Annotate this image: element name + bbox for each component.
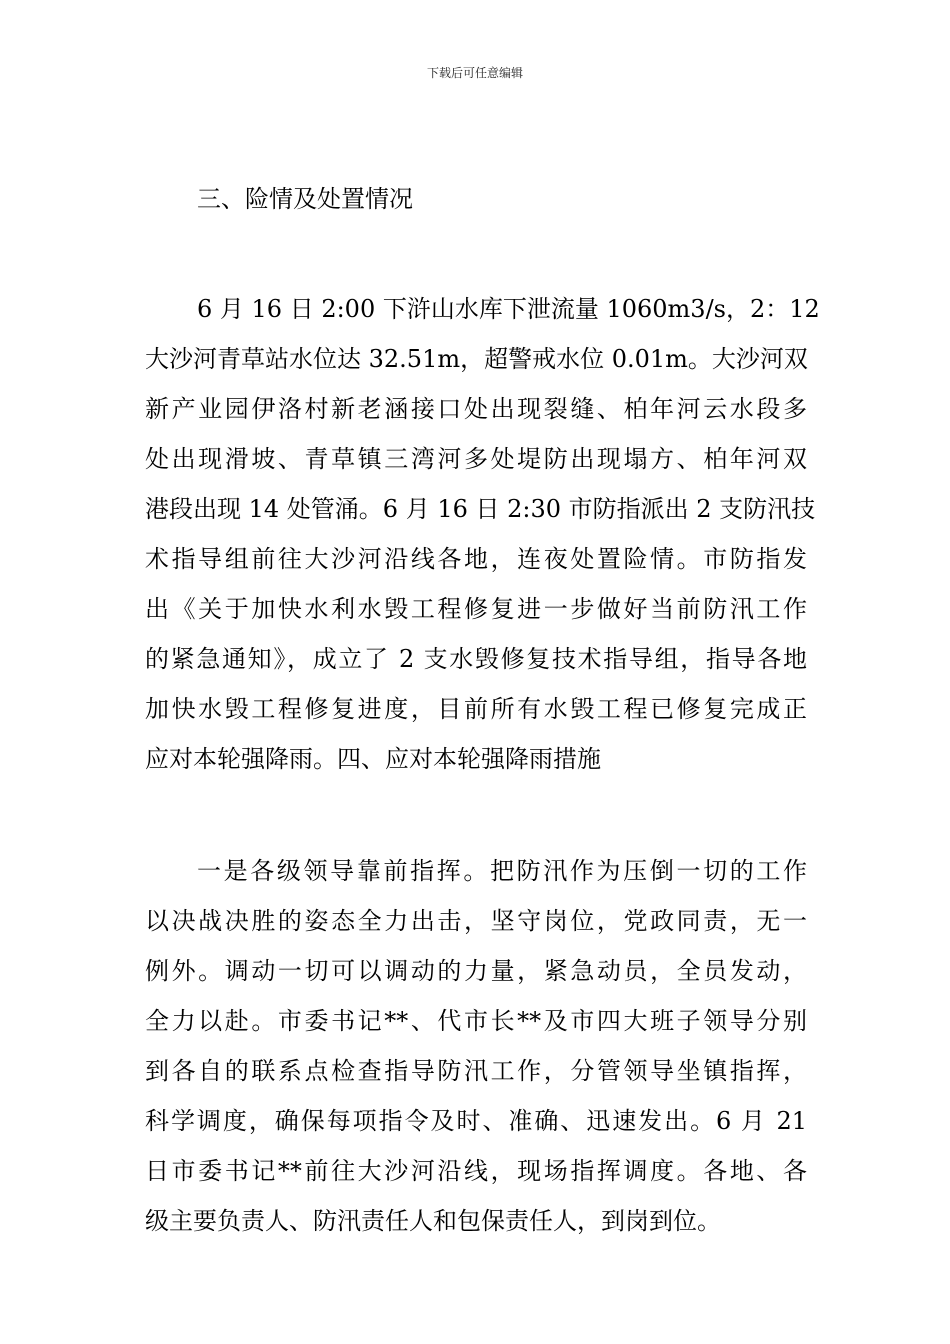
paragraph-line: 术指导组前往大沙河沿线各地，连夜处置险情。市防指发 [145,545,807,573]
paragraph-line: 加快水毁工程修复进度，目前所有水毁工程已修复完成正 [145,695,807,723]
paragraph-line: 全力以赴。市委书记**、代市长**及市四大班子领导分别 [145,1007,807,1035]
spacer [145,224,807,284]
paragraph-line: 一是各级领导靠前指挥。把防汛作为压倒一切的工作 [197,857,807,885]
spacer [145,784,807,846]
paragraph-line: 6 月 16 日 2:00 下浒山水库下泄流量 1060m3/s，2：12 [197,295,820,323]
paragraph-line: 出《关于加快水利水毁工程修复进一步做好当前防汛工作 [145,595,807,623]
paragraph-line: 日市委书记**前往大沙河沿线，现场指挥调度。各地、各 [145,1157,807,1185]
paragraph-line: 级主要负责人、防汛责任人和包保责任人，到岗到位。 [145,1207,721,1235]
section-title: 三、险情及处置情况 [197,185,413,213]
paragraph-line: 大沙河青草站水位达 32.51m，超警戒水位 0.01m。大沙河双 [145,345,808,373]
page-header: 下载后可任意编辑 [426,66,523,80]
paragraph-measures [145,846,807,1246]
paragraph-line: 港段出现 14 处管涌。6 月 16 日 2:30 市防指派出 2 支防汛技 [145,495,816,523]
paragraph-line: 新产业园伊洛村新老涵接口处出现裂缝、柏年河云水段多 [145,395,807,423]
paragraph-flood-situation [145,284,820,784]
paragraph-line: 到各自的联系点检查指导防汛工作，分管领导坐镇指挥， [145,1057,807,1085]
paragraph-line: 例外。调动一切可以调动的力量，紧急动员，全员发动， [145,957,807,985]
paragraph-line: 处出现滑坡、青草镇三湾河多处堤防出现塌方、柏年河双 [145,445,807,473]
paragraph-line: 以决战决胜的姿态全力出击，坚守岗位，党政同责，无一 [145,907,807,935]
paragraph-line: 科学调度，确保每项指令及时、准确、迅速发出。6 月 21 [145,1107,807,1135]
paragraph-line: 应对本轮强降雨。四、应对本轮强降雨措施 [145,745,601,773]
paragraph-line: 的紧急通知》，成立了 2 支水毁修复技术指导组，指导各地 [145,645,807,673]
document-body [145,175,820,1246]
